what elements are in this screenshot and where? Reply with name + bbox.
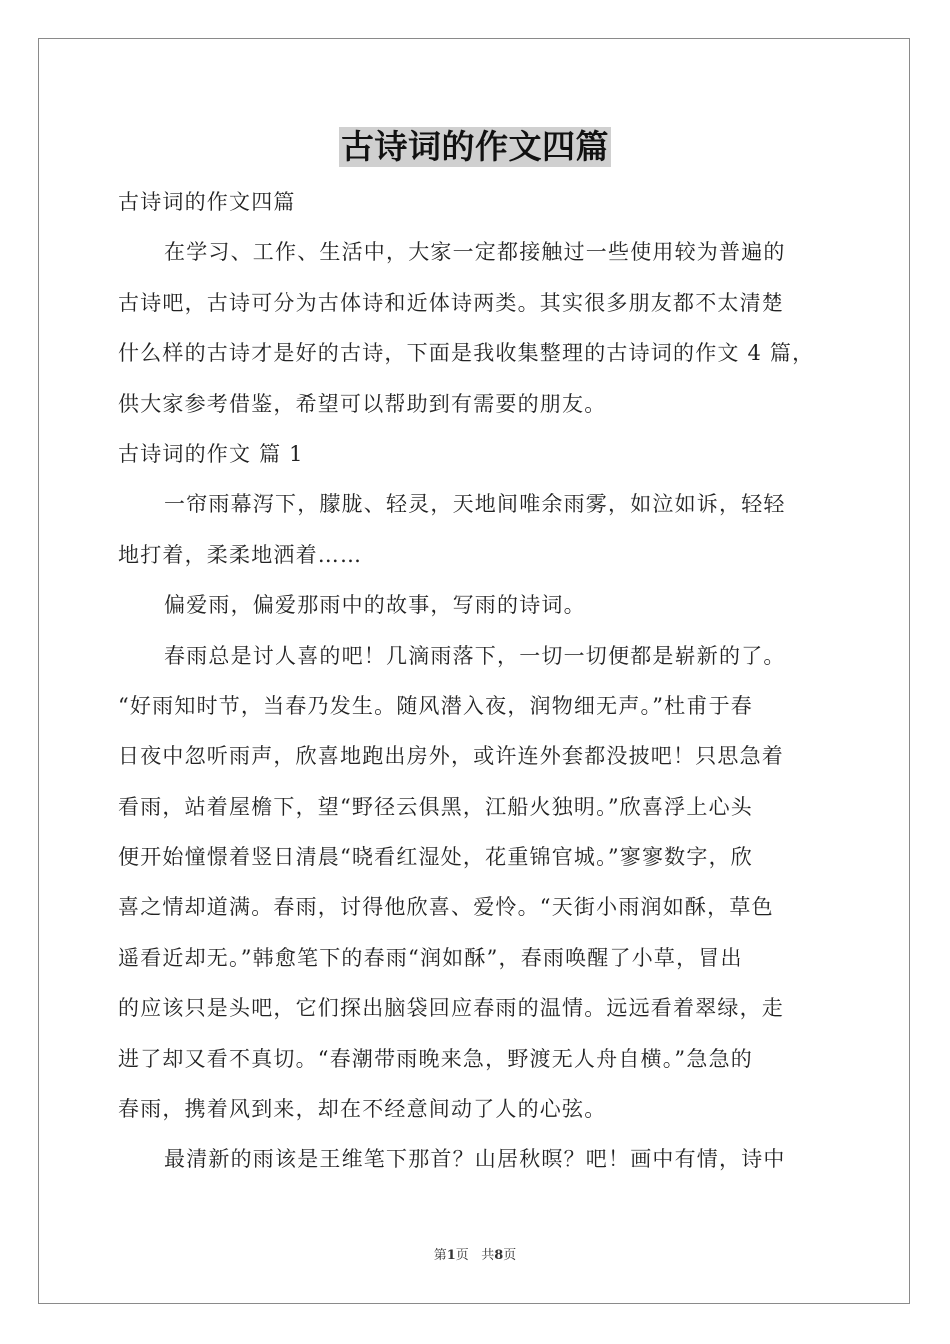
text-line: 什么样的古诗才是好的古诗，下面是我收集整理的古诗词的作文 4 篇，: [118, 341, 815, 366]
text-line: 日夜中忽听雨声，欣喜地跑出房外，或许连外套都没披吧！只思急着: [118, 744, 784, 769]
text-line: 便开始憧憬着竖日清晨“晓看红湿处，花重锦官城。”寥寥数字，欣: [118, 845, 753, 870]
footer-page-total: 8: [494, 1248, 504, 1263]
text-line: 进了却又看不真切。“春潮带雨晚来急，野渡无人舟自横。”急急的: [118, 1046, 753, 1071]
footer-page-prefix: 第: [433, 1248, 447, 1263]
text-line: 地打着，柔柔地洒着……: [118, 542, 363, 567]
text-line: 喜之情却道满。春雨，讨得他欣喜、爱怜。“天街小雨润如酥，草色: [118, 895, 774, 920]
text-line: “好雨知时节，当春乃发生。随风潜入夜，润物细无声。”杜甫于春: [118, 693, 753, 718]
footer-page-suffix: 页: [455, 1248, 469, 1263]
text-line: 春雨总是讨人喜的吧！几滴雨落下，一切一切便都是崭新的了。: [164, 643, 786, 668]
text-line: 春雨，携着风到来，却在不经意间动了人的心弦。: [118, 1097, 607, 1122]
footer-total-prefix: 共: [481, 1248, 495, 1263]
text-line: 遥看近却无。”韩愈笔下的春雨“润如酥”，春雨唤醒了小草，冒出: [118, 945, 743, 970]
text-line: 古诗词的作文四篇: [118, 190, 296, 214]
text-line: 最清新的雨该是王维笔下那首？山居秋暝？吧！画中有情，诗中: [164, 1147, 786, 1172]
text-line: 一帘雨幕泻下，朦胧、轻灵，天地间唯余雨雾，如泣如诉，轻轻: [164, 492, 786, 517]
text-line: 看雨，站着屋檐下，望“野径云俱黑，江船火独明。”欣喜浮上心头: [118, 794, 753, 819]
title-container: [0, 127, 950, 167]
document-title: 古诗词的作文四篇: [341, 127, 609, 166]
text-line: 古诗词的作文 篇 1: [118, 441, 304, 466]
footer-page-current: 1: [446, 1248, 456, 1263]
text-line: 供大家参考借鉴，希望可以帮助到有需要的朋友。: [118, 391, 607, 416]
page-footer: [0, 1244, 950, 1263]
footer-total-suffix: 页: [503, 1248, 517, 1263]
document-body: [118, 177, 838, 1185]
text-line: 的应该只是头吧，它们探出脑袋回应春雨的温情。远远看着翠绿，走: [118, 996, 784, 1021]
text-line: 古诗吧，古诗可分为古体诗和近体诗两类。其实很多朋友都不太清楚: [118, 290, 784, 315]
text-line: 偏爱雨，偏爱那雨中的故事，写雨的诗词。: [164, 593, 586, 618]
text-line: 在学习、工作、生活中，大家一定都接触过一些使用较为普遍的: [164, 240, 786, 265]
